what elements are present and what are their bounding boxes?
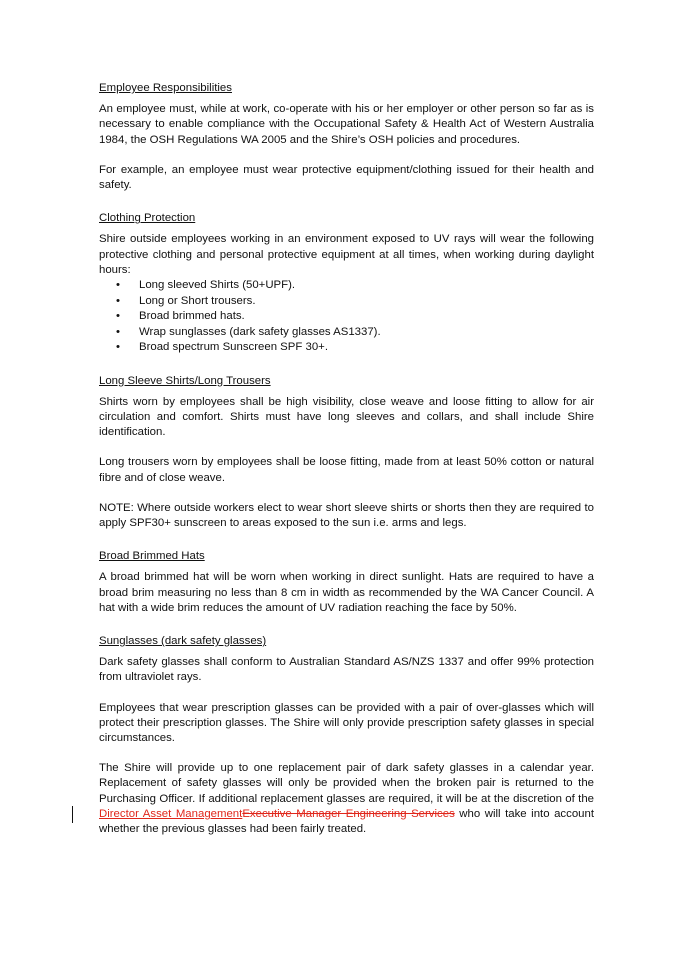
deleted-text: Executive Manager Engineering Services [242,807,455,820]
ppe-list [99,278,594,356]
heading-long-sleeve-shirts: Long Sleeve Shirts/Long Trousers [99,374,271,387]
heading-broad-brimmed-hats: Broad Brimmed Hats [99,550,205,563]
paragraph: Long trousers worn by employees shall be loose fitting, made from at least 50% cotton or natural fibre and of close weave. [99,456,594,484]
list-item: • Long or Short trousers. [99,294,594,310]
list-item: • Wrap sunglasses (dark safety glasses AS1337). [99,325,594,341]
paragraph: Shirts worn by employees shall be high visibility, close weave and loose fitting to allow for air circulation and comfort. Shirts must have long sleeves and collars, and shall include Shire identification. [99,395,594,439]
paragraph: A broad brimmed hat will be worn when working in direct sunlight. Hats are required to have a broad brim measuring no less than 8 cm in width as recommended by the WA Cancer Council. A hat with a wide brim reduces the amount of UV radiation reaching the face by 50%. [99,571,594,614]
bullet-icon: • [116,310,120,323]
paragraph: Dark safety glasses shall conform to Australian Standard AS/NZS 1337 and offer 99% protection from ultraviolet rays. [99,656,594,684]
bullet-icon: • [116,325,120,338]
document-page [99,81,594,837]
heading-employee-responsibilities: Employee Responsibilities [99,82,232,94]
paragraph: An employee must, while at work, co-operate with his or her employer or other person so far as is necessary to enable compliance with the Occupational Safety & Health Act of Western Australia 1984, the OSH Regulations WA 2005 and the Shire’s OSH policies and procedures. [99,103,594,146]
bullet-icon: • [116,341,120,354]
list-item: • Long sleeved Shirts (50+UPF). [99,278,594,294]
bullet-icon: • [116,294,120,307]
tracked-change-bar [72,806,73,823]
paragraph: Shire outside employees working in an environment exposed to UV rays will wear the following protective clothing and personal protective equipment at all times, when working during daylight hours: [99,233,594,276]
bullet-icon: • [116,279,120,292]
heading-clothing-protection: Clothing Protection [99,212,196,225]
paragraph: NOTE: Where outside workers elect to wear short sleeve shirts or shorts then they are required to apply SPF30+ sunscreen to areas exposed to the sun i.e. arms and legs. [99,501,594,529]
list-item: • Broad spectrum Sunscreen SPF 30+. [99,340,594,356]
list-item: • Broad brimmed hats. [99,309,594,325]
paragraph: Employees that wear prescription glasses can be provided with a pair of over-glasses which will protect their prescription glasses. The Shire will only provide prescription safety glasses in special circumstances. [99,701,594,744]
paragraph: For example, an employee must wear protective equipment/clothing issued for their health and safety. [99,163,594,192]
paragraph-with-tracked-change: The Shire will provide up to one replacement pair of dark safety glasses in a calendar year. Replacement of safety glasses will only be provided when the broken pair is returned to the Purchasing Officer. If additional replacement glasses are required, it will be at the discretion of the Director Asset ManagementExecutive Manager Engineering Services who will take into account whether the previous glasses had been fairly treated. [99,762,594,835]
inserted-text: Director Asset Management [99,807,243,820]
heading-sunglasses: Sunglasses (dark safety glasses) [99,634,267,647]
